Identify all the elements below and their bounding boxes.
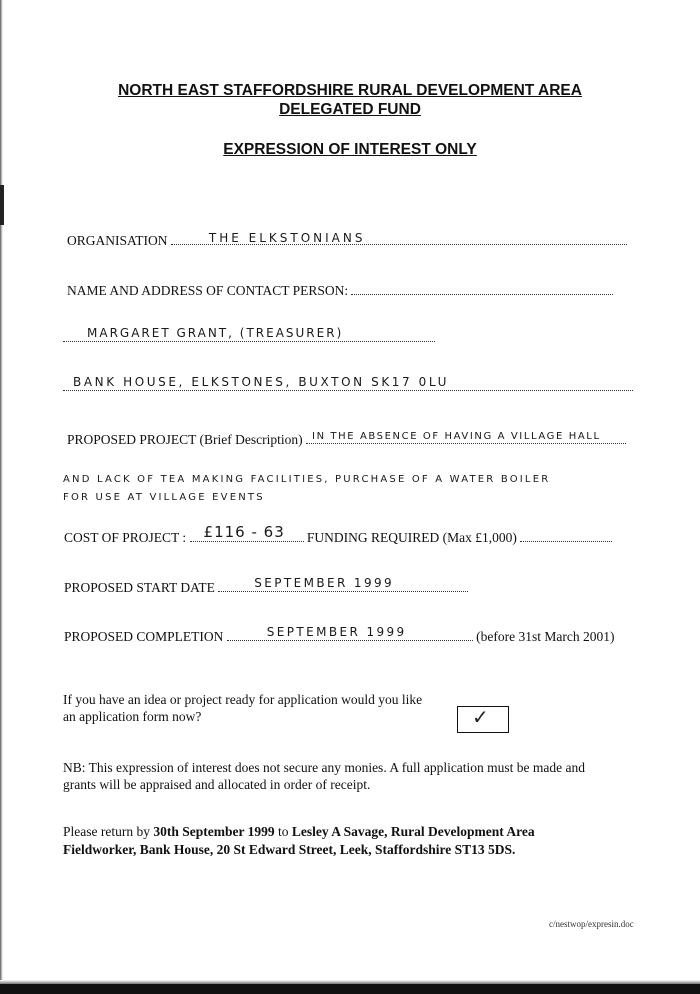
project-label: PROPOSED PROJECT (Brief Description) — [67, 432, 303, 447]
organisation-row — [67, 230, 627, 249]
cost-row — [64, 523, 612, 546]
cost-label: COST OF PROJECT : — [64, 530, 187, 545]
contact-field[interactable] — [351, 280, 613, 295]
form-heading: EXPRESSION OF INTEREST ONLY — [223, 141, 477, 158]
contact-address-value: BANK HOUSE, ELKSTONES, BUXTON SK17 0LU — [73, 375, 449, 389]
project-line3-value: FOR USE AT VILLAGE EVENTS — [63, 492, 265, 503]
contact-row — [67, 280, 613, 299]
check-icon: ✓ — [472, 705, 489, 729]
cost-value: £116 - 63 — [203, 523, 285, 541]
scan-mark — [0, 185, 4, 225]
organisation-value: THE ELKSTONIANS — [208, 231, 366, 245]
project-line2-value: AND LACK OF TEA MAKING FACILITIES, PURCHASE OF A WATER BOILER — [63, 474, 551, 485]
contact-line2-row — [63, 376, 633, 396]
project-line1-value: IN THE ABSENCE OF HAVING A VILLAGE HALL — [312, 431, 601, 442]
application-checkbox[interactable] — [457, 706, 509, 733]
funding-label: FUNDING REQUIRED (Max £1,000) — [306, 530, 517, 545]
return-instructions: Please return by 30th September 1999 to Lesley A Savage, Rural Development Area Fieldworker, Bank House, 20 St Edward Street, Leek, Staffordshire ST13 5DS. — [63, 824, 535, 857]
start-field[interactable] — [218, 577, 468, 592]
contact-line1-row — [63, 327, 435, 347]
completion-row — [64, 626, 615, 645]
organisation-field[interactable] — [171, 230, 627, 245]
completion-value: SEPTEMBER 1999 — [266, 625, 407, 639]
start-row — [64, 577, 468, 596]
scan-bottom-edge — [0, 984, 700, 994]
project-row — [67, 429, 626, 448]
completion-field[interactable] — [227, 626, 473, 641]
contact-line2-field[interactable] — [63, 376, 633, 391]
file-path: c/nestwop/expresin.doc — [549, 919, 634, 929]
completion-label: PROPOSED COMPLETION — [64, 629, 224, 644]
completion-note: (before 31st March 2001) — [476, 629, 615, 644]
form-subtitle: DELEGATED FUND — [279, 101, 421, 118]
contact-line1-field[interactable] — [63, 327, 435, 342]
funding-field[interactable] — [520, 527, 612, 542]
cost-field[interactable] — [190, 523, 304, 542]
contact-name-value: MARGARET GRANT, (TREASURER) — [87, 326, 344, 340]
form-title: NORTH EAST STAFFORDSHIRE RURAL DEVELOPMENT AREA — [118, 82, 582, 99]
application-question: If you have an idea or project ready for application would you like an application form now? — [63, 692, 423, 724]
organisation-label: ORGANISATION — [67, 233, 168, 248]
start-label: PROPOSED START DATE — [64, 580, 215, 595]
contact-label: NAME AND ADDRESS OF CONTACT PERSON: — [67, 283, 349, 298]
project-field[interactable] — [306, 429, 626, 444]
nb-notice: NB: This expression of interest does not secure any monies. A full application must be made and grants will be appraised and allocated in order of receipt. — [63, 760, 586, 792]
start-value: SEPTEMBER 1999 — [254, 576, 395, 590]
